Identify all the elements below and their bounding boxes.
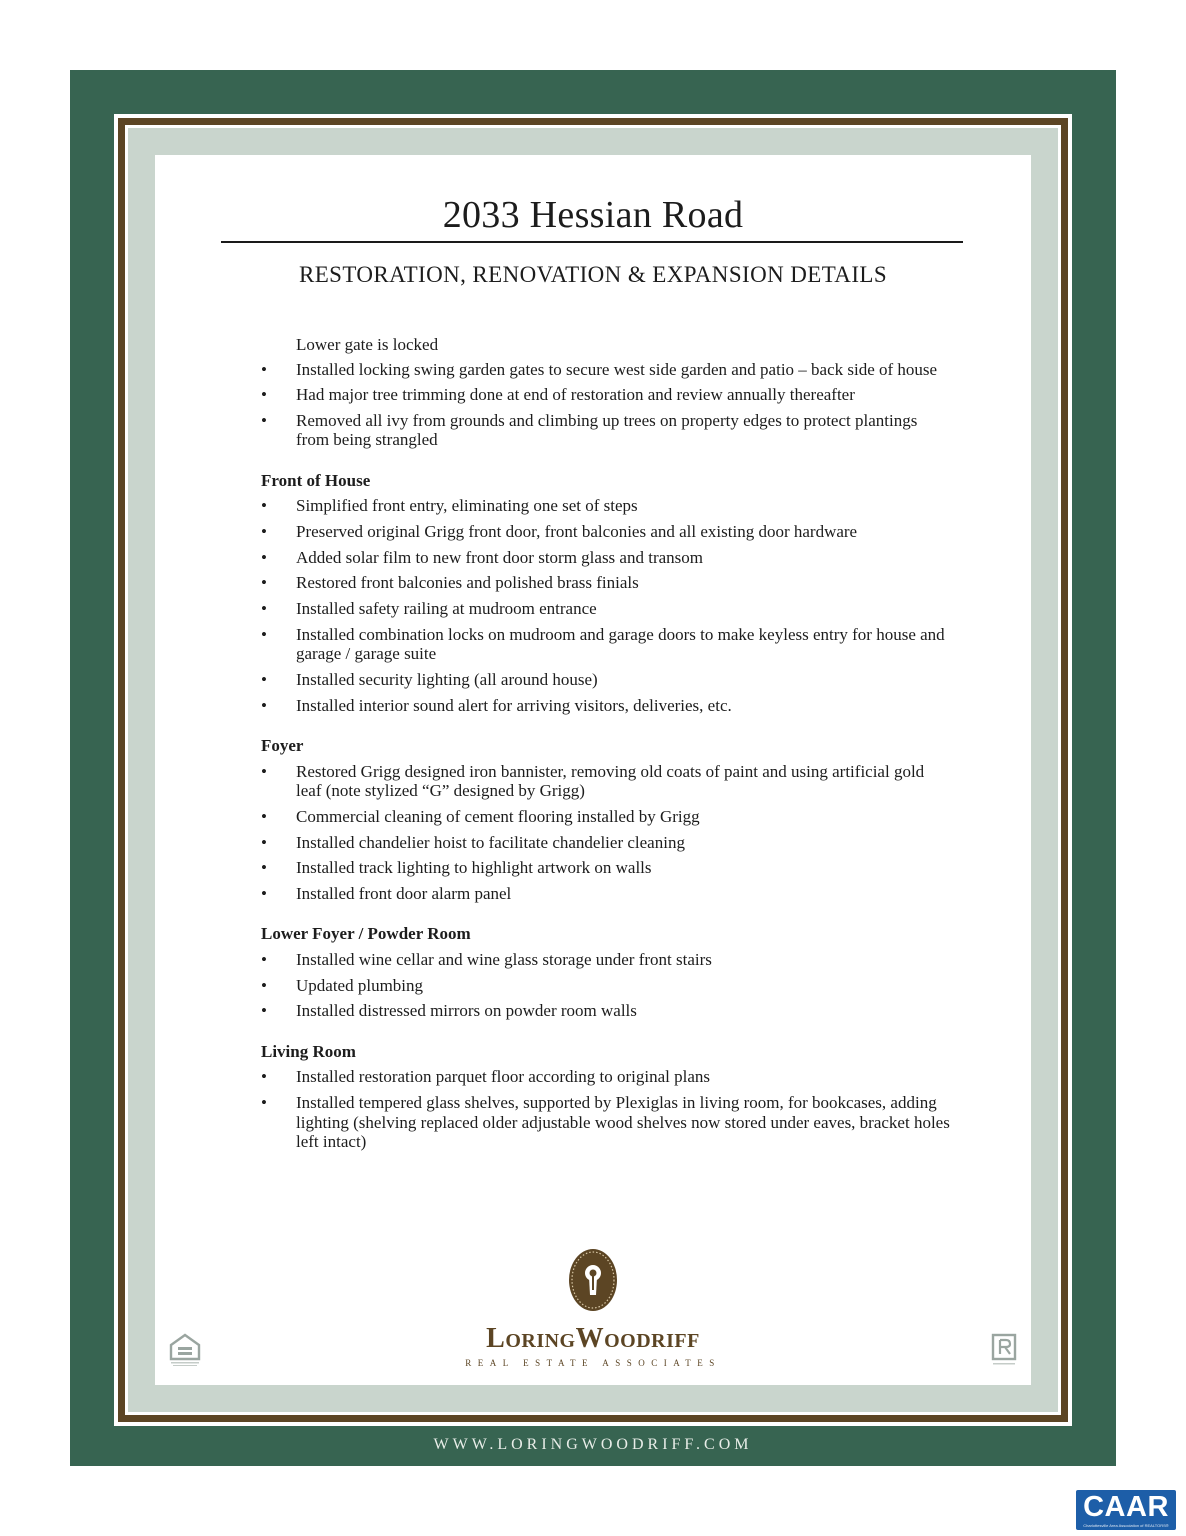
realtor-icon bbox=[991, 1333, 1019, 1369]
list-item-text: Simplified front entry, eliminating one set of steps bbox=[296, 496, 638, 516]
equal-housing-opportunity-icon bbox=[169, 1333, 201, 1367]
bullet-icon: • bbox=[261, 547, 267, 567]
continued-text: Lower gate is locked bbox=[296, 335, 439, 354]
bullet-icon: • bbox=[261, 496, 267, 516]
keyhole-logo-icon bbox=[563, 1245, 623, 1315]
caar-badge bbox=[1076, 1490, 1176, 1530]
bullet-icon: • bbox=[261, 1001, 267, 1021]
list-item bbox=[261, 696, 951, 716]
list-item bbox=[261, 807, 951, 827]
list-item bbox=[261, 1093, 951, 1152]
page-title: 2033 Hessian Road bbox=[442, 194, 744, 236]
caar-subtitle: Charlottesville Area Association of REALTORS® bbox=[1083, 1523, 1169, 1528]
section-bullet-list bbox=[261, 950, 951, 1021]
list-item-text: Restored Grigg designed iron bannister, removing old coats of paint and using artificial gold leaf (note stylized “G” designed by Grigg) bbox=[296, 761, 925, 801]
list-item bbox=[261, 976, 951, 996]
list-item-text: Installed locking swing garden gates to secure west side garden and patio – back side of house bbox=[296, 359, 938, 379]
list-item-text: Removed all ivy from grounds and climbing up trees on property edges to protect plantings from being strangled bbox=[296, 410, 918, 450]
intro-bullet-list bbox=[261, 360, 951, 450]
document-page bbox=[155, 155, 1031, 1385]
page-subtitle: RESTORATION, RENOVATION & EXPANSION DETAILS bbox=[298, 262, 888, 287]
list-item bbox=[261, 625, 951, 664]
frame-white-line bbox=[114, 114, 1072, 1426]
frame-inner-white-line bbox=[125, 125, 1061, 1415]
bullet-icon: • bbox=[261, 883, 267, 903]
bullet-icon: • bbox=[261, 573, 267, 593]
list-item bbox=[261, 762, 951, 801]
brand-logo bbox=[443, 1245, 743, 1375]
list-item-text: Installed wine cellar and wine glass storage under front stairs bbox=[296, 949, 712, 969]
section-bullet-list bbox=[261, 1067, 951, 1151]
bullet-icon: • bbox=[261, 761, 267, 781]
list-item-text: Commercial cleaning of cement flooring installed by Grigg bbox=[296, 806, 700, 826]
list-item bbox=[261, 950, 951, 970]
section-bullet-list bbox=[261, 762, 951, 904]
list-item-text: Restored front balconies and polished brass finials bbox=[296, 573, 639, 593]
frame-brown-band bbox=[118, 118, 1068, 1422]
list-item-text: Installed security lighting (all around house) bbox=[296, 670, 598, 689]
list-item bbox=[261, 385, 951, 405]
list-item-text: Updated plumbing bbox=[296, 975, 424, 995]
list-item-text: Preserved original Grigg front door, front balconies and all existing door hardware bbox=[296, 522, 858, 542]
list-item bbox=[261, 833, 951, 853]
bullet-icon: • bbox=[261, 385, 267, 405]
section-lower-foyer bbox=[261, 924, 951, 1020]
list-item bbox=[261, 858, 951, 878]
bullet-icon: • bbox=[261, 949, 267, 969]
section-heading: Lower Foyer / Powder Room bbox=[261, 924, 471, 944]
list-item bbox=[261, 360, 951, 380]
list-item-text: Installed interior sound alert for arriving visitors, deliveries, etc. bbox=[296, 695, 732, 715]
website-url: WWW.LORINGWOODRIFF.COM bbox=[433, 1436, 753, 1453]
list-item-text: Installed track lighting to highlight artwork on walls bbox=[296, 858, 652, 878]
section-foyer bbox=[261, 736, 951, 903]
brand-tagline: REAL ESTATE ASSOCIATES bbox=[465, 1358, 721, 1368]
section-heading: Front of House bbox=[261, 470, 371, 490]
details-content bbox=[261, 335, 951, 1158]
bullet-icon: • bbox=[261, 359, 267, 379]
list-item bbox=[261, 670, 951, 690]
bullet-icon: • bbox=[261, 1093, 267, 1112]
list-item bbox=[261, 548, 951, 568]
frame-sage-band bbox=[128, 128, 1058, 1412]
brand-name: LoringWoodriff bbox=[486, 1323, 700, 1354]
bullet-icon: • bbox=[261, 599, 267, 619]
list-item bbox=[261, 522, 951, 542]
bullet-icon: • bbox=[261, 624, 267, 644]
section-living-room bbox=[261, 1042, 951, 1152]
list-item-text: Installed distressed mirrors on powder room walls bbox=[296, 1001, 637, 1021]
list-item bbox=[261, 1067, 951, 1087]
list-item-text: Installed front door alarm panel bbox=[296, 883, 512, 903]
list-item-text: Added solar film to new front door storm glass and transom bbox=[296, 547, 703, 567]
list-item bbox=[261, 884, 951, 904]
section-bullet-list bbox=[261, 496, 951, 715]
outer-green-frame bbox=[70, 70, 1116, 1466]
list-item bbox=[261, 411, 951, 450]
bullet-icon: • bbox=[261, 806, 267, 826]
section-heading: Foyer bbox=[261, 736, 304, 756]
list-item bbox=[261, 573, 951, 593]
caar-logo-text: CAAR bbox=[1083, 1491, 1169, 1523]
list-item-text: Installed chandelier hoist to facilitate chandelier cleaning bbox=[296, 832, 685, 852]
list-item bbox=[261, 599, 951, 619]
list-item-text: Installed restoration parquet floor according to original plans bbox=[296, 1067, 711, 1087]
section-heading: Living Room bbox=[261, 1041, 356, 1061]
list-item bbox=[261, 496, 951, 516]
bullet-icon: • bbox=[261, 522, 267, 542]
section-front-of-house bbox=[261, 471, 951, 715]
bullet-icon: • bbox=[261, 858, 267, 878]
title-divider bbox=[221, 241, 963, 243]
list-item-text: Installed combination locks on mudroom and garage doors to make keyless entry for house and garage / garage suite bbox=[296, 624, 945, 664]
bullet-icon: • bbox=[261, 695, 267, 715]
bullet-icon: • bbox=[261, 975, 267, 995]
list-item-text: Installed safety railing at mudroom entrance bbox=[296, 599, 597, 619]
bullet-icon: • bbox=[261, 832, 267, 852]
bullet-icon: • bbox=[261, 670, 267, 689]
list-item-text: Had major tree trimming done at end of restoration and review annually thereafter bbox=[296, 385, 855, 405]
list-item bbox=[261, 1001, 951, 1021]
list-item-text: Installed tempered glass shelves, supported by Plexiglas in living room, for bookcases, adding lighting (shelving replaced older adjustable wood shelves now stored under eaves, bracket holes left intact) bbox=[296, 1093, 950, 1151]
bullet-icon: • bbox=[261, 1067, 267, 1087]
bullet-icon: • bbox=[261, 410, 267, 430]
